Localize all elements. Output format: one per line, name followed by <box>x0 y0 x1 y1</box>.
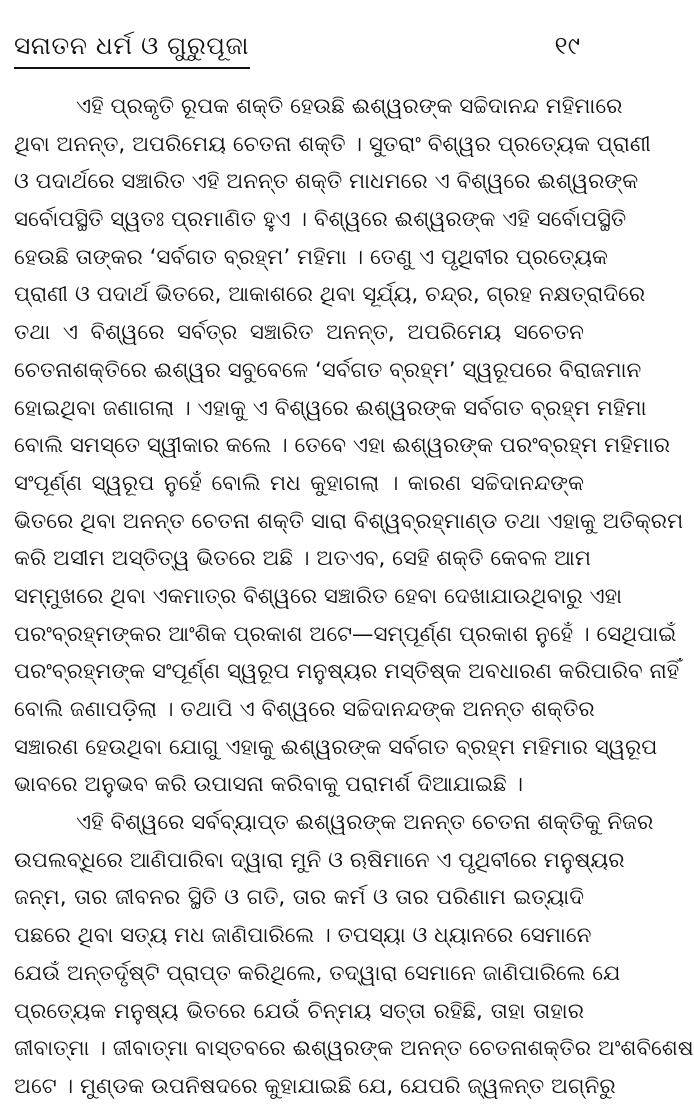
page-number: ୧୯ <box>554 31 580 60</box>
text-line: ଜୀବାତ୍ମା । ଜୀବାତ୍ମା ବାସ୍ତବରେ ଈଶ୍ୱରଙ୍କ ଅନନ୍ତ ଚେତନାଶକ୍ତିର ଅଂଶବିଶେଷ <box>14 1036 694 1062</box>
text-line: ତଥା ଏ ବିଶ୍ୱରେ ସର୍ବତ୍ର ସଞ୍ଚାରିତ ଅନନ୍ତ, ଅପରିମେୟ ସଚେତନ <box>14 320 584 346</box>
running-head: ସନାତନ ଧର୍ମ ଓ ଗୁରୁପୂଜା <box>14 31 249 60</box>
text-line: ସମ୍ମୁଖରେ ଥିବା ଏକମାତ୍ର ବିଶ୍ୱରେ ସଞ୍ଚାରିତ ହେବା ଦେଖାଯାଉଥିବାରୁ ଏହା <box>14 583 623 609</box>
text-line: ସଞ୍ଚାରଣ ହେଉଥିବା ଯୋଗୁ ଏହାକୁ ଈଶ୍ୱରଙ୍କ ସର୍ବଗତ ବ୍ରହ୍ମ ମହିମାର ସ୍ୱରୂପ <box>14 734 658 760</box>
text-line: ହେଉଛି ତାଙ୍କର ‘ସର୍ବଗତ ବ୍ରହ୍ମ’ ମହିମା । ତେଣୁ ଏ ପୃଥିବୀର ପ୍ରତ୍ୟେକ <box>14 244 608 270</box>
text-line: ପ୍ରତ୍ୟେକ ମନୁଷ୍ୟ ଭିତରେ ଯେଉଁ ଚିନ୍ମୟ ସତ୍ତା ରହିଛି, ତାହା ତାହାର <box>14 998 584 1024</box>
text-line: ଯେଉଁ ଅନ୍ତର୍ଦୃଷ୍ଟି ପ୍ରାପ୍ତ କରିଥିଲେ, ତଦ୍ୱାରା ସେମାନେ ଜାଣିପାରିଲେ ଯେ <box>14 960 621 986</box>
text-line: ସଂପୂର୍ଣ୍ଣ ସ୍ୱରୂପ ନୁହେଁ ବୋଲି ମଧ କୁହାଗଲା । କାରଣ ସଚ୍ଚିଦାନନ୍ଦଙ୍କ <box>14 470 584 496</box>
text-line: ଭାବରେ ଅନୁଭବ କରି ଉପାସନା କରିବାକୁ ପରାମର୍ଶ ଦିଆଯାଇଛି । <box>14 772 524 798</box>
text-line: ଚେତନାଶକ୍ତିରେ ଈଶ୍ୱର ସବୁବେଳେ ‘ସର୍ବଗତ ବ୍ରହ୍ମ’ ସ୍ୱରୂପରେ ବିରାଜମାନ <box>14 357 642 383</box>
text-line: ହୋଇଥିବା ଜଣାଗଲା । ଏହାକୁ ଏ ବିଶ୍ୱରେ ଈଶ୍ୱରଙ୍କ ସର୍ବଗତ ବ୍ରହ୍ମ ମହିମା <box>14 395 647 421</box>
body-text <box>14 88 694 1106</box>
text-line: ସର୍ବୋପସ୍ଥିତି ସ୍ୱତଃ ପ୍ରମାଣିତ ହୁଏ । ବିଶ୍ୱରେ ଈଶ୍ୱରଙ୍କ ଏହି ସର୍ବୋପସ୍ଥିତି <box>14 207 627 233</box>
text-line: ପରଂବ୍ରହ୍ମଙ୍କର ଆଂଶିକ ପ୍ରକାଶ ଅଟେ—ସମ୍ପୂର୍ଣ୍ଣ ପ୍ରକାଶ ନୁହେଁ । ସେଥିପାଇଁ <box>14 621 677 647</box>
text-line: ପଛରେ ଥିବା ସତ୍ୟ ମଧ ଜାଣିପାରିଲେ । ତପସ୍ୟା ଓ ଧ୍ୟାନରେ ସେମାନେ <box>14 923 592 949</box>
text-line: ପରଂବ୍ରହ୍ମଙ୍କ ସଂପୂର୍ଣ୍ଣ ସ୍ୱରୂପ ମନୁଷ୍ୟର ମସ୍ତିଷ୍କ ଅବଧାରଣ କରିପାରିବ ନାହିଁ <box>14 659 680 685</box>
text-line: ଏହି ପ୍ରକୃତି ରୂପକ ଶକ୍ତି ହେଉଛି ଈଶ୍ୱରଙ୍କ ସଚ୍ଚିଦାନନ୍ଦ ମହିମାରେ <box>76 94 623 119</box>
text-line: କରି ଅସୀମ ଅସ୍ତିତ୍ୱ ଭିତରେ ଅଛି । ଅତଏବ, ସେହି ଶକ୍ତି କେବଳ ଆମ <box>14 546 591 572</box>
paragraph-1 <box>14 88 684 804</box>
paragraph-2 <box>14 804 694 1106</box>
text-line: ଅଟେ । ମୁଣ୍ଡକ ଉପନିଷଦରେ କୁହାଯାଇଛି ଯେ, ଯେପରି ଜ୍ୱଳନ୍ତ ଅଗ୍ନିରୁ <box>14 1073 616 1099</box>
text-line: ଭିତରେ ଥିବା ଅନନ୍ତ ଚେତନା ଶକ୍ତି ସାରା ବିଶ୍ୱବ୍ରହ୍ମାଣ୍ଡ ତଥା ଏହାକୁ ଅତିକ୍ରମ <box>14 508 684 534</box>
text-line: ଓ ପଦାର୍ଥରେ ସଞ୍ଚାରିତ ଏହି ଅନନ୍ତ ଶକ୍ତି ମାଧମରେ ଏ ବିଶ୍ୱରେ ଈଶ୍ୱରଙ୍କ <box>14 169 639 195</box>
text-line: ଥିବା ଅନନ୍ତ, ଅପରିମେୟ ଚେତନା ଶକ୍ତି । ସୁତରାଂ ବିଶ୍ୱର ପ୍ରତ୍ୟେକ ପ୍ରାଣୀ <box>14 131 651 157</box>
text-line: ପ୍ରାଣୀ ଓ ପଦାର୍ଥ ଭିତରେ, ଆକାଶରେ ଥିବା ସୂର୍ଯ୍ୟ, ଚନ୍ଦ୍ର, ଗ୍ରହ ନକ୍ଷତ୍ରାଦିରେ <box>14 282 646 308</box>
text-line: ଉପଲବ୍ଧିରେ ଆଣିପାରିବା ଦ୍ୱାରା ମୁନି ଓ ଋଷିମାନେ ଏ ପୃଥିବୀରେ ମନୁଷ୍ୟର <box>14 847 625 873</box>
text-line: ଜନ୍ମ, ତାର ଜୀବନର ସ୍ଥିତି ଓ ଗତି, ତାର କର୍ମ ଓ ତାର ପରିଣାମ ଇତ୍ୟାଦି <box>14 885 584 911</box>
text-line: ବୋଲି ସମସ୍ତେ ସ୍ୱୀକାର କଲେ । ତେବେ ଏହା ଈଶ୍ୱରଙ୍କ ପରଂବ୍ରହ୍ମ ମହିମାର <box>14 433 671 459</box>
text-line: ଏହି ବିଶ୍ୱରେ ସର୍ବବ୍ୟାପ୍ତ ଈଶ୍ୱରଙ୍କ ଅନନ୍ତ ଚେତନା ଶକ୍ତିକୁ ନିଜର <box>76 810 654 836</box>
text-line: ବୋଲି ଜଣାପଡ଼ିଲା । ତଥାପି ଏ ବିଶ୍ୱରେ ସଚ୍ଚିଦାନନ୍ଦଙ୍କ ଅନନ୍ତ ଶକ୍ତିର <box>14 697 595 722</box>
running-head-underline <box>14 67 250 69</box>
